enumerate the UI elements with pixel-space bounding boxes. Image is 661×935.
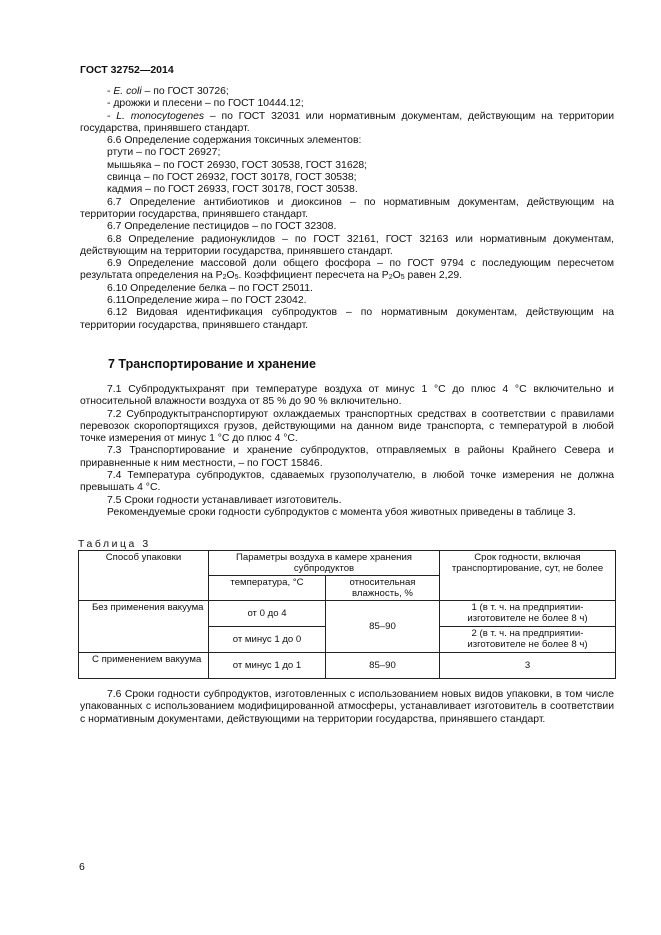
subscript: 2 [388, 274, 393, 282]
paragraph-6-7: 6.7 Определение антибиотиков и диоксинов – по нормативным документам, действующим на территории государства, принявшего стандарт. [80, 196, 614, 220]
list-prefix: - [107, 86, 114, 97]
text: . Коэффициент пересчета на P [238, 270, 389, 282]
paragraph-7-5-recommended: Рекомендуемые сроки годности субпродуктов с момента убоя животных приведены в таблице 3. [107, 506, 576, 518]
line-lead: свинца – по ГОСТ 26932, ГОСТ 30178, ГОСТ 30538; [107, 172, 357, 184]
section-7-body [80, 384, 614, 519]
section-6-continuation [80, 86, 614, 332]
list-item-ecoli [80, 86, 614, 98]
header-packaging: Способ упаковки [79, 551, 209, 601]
paragraph-7-2: 7.2 Субпродуктытранспортируют охлаждаемых транспортных средствах в соответствии с правилами перевозок скоропортящихся грузов, действующими на данном виде транспорта, с температурой в любой точке измерения от минус 1 °С до плюс 4 °С. [80, 408, 614, 445]
header-temperature: температура, °С [209, 576, 326, 601]
cell-humidity: 85–90 [326, 601, 440, 653]
section-7-title: 7 Транспортирование и хранение [108, 357, 316, 371]
paragraph-6-7-pesticides: 6.7 Определение пестицидов – по ГОСТ 32308. [107, 221, 337, 233]
line-arsenic: мышьяка – по ГОСТ 26930, ГОСТ 30538, ГОСТ 31628; [107, 159, 368, 171]
header-air-params: Параметры воздуха в камере хранения субпродуктов [209, 551, 440, 576]
paragraph-6-11: 6.11Определение жира – по ГОСТ 23042. [107, 295, 307, 307]
page-number: 6 [79, 861, 85, 873]
list-text: - дрожжи и плесени – по ГОСТ 10444.12; [107, 98, 304, 110]
organism-name: E. coli [113, 86, 142, 97]
cell-packaging: Без применения вакуума [79, 601, 209, 653]
header-humidity: относительная влажность, % [326, 576, 440, 601]
list-text: – по ГОСТ 32031 или нормативным документам, действующим на территории государства, принявшего стандарт. [80, 110, 614, 134]
cell-shelf-life: 2 (в т. ч. на предприятии-изготовителе не более 8 ч) [440, 627, 616, 653]
cell-shelf-life: 1 (в т. ч. на предприятии-изготовителе не более 8 ч) [440, 601, 616, 627]
cell-packaging: С применением вакуума [79, 653, 209, 679]
cell-temperature: от минус 1 до 0 [209, 627, 326, 653]
list-item-listeria [80, 111, 614, 136]
table-row [79, 653, 616, 679]
paragraph-7-4: 7.4 Температура субпродуктов, сдаваемых грузополучателю, в любой точке измерения не должна превышать 4 °С. [80, 470, 614, 494]
text: равен 2,29. [404, 270, 463, 282]
list-text: – по ГОСТ 30726; [141, 86, 229, 97]
header-shelf-life: Срок годности, включая транспортирование, сут, не более [440, 551, 616, 601]
organism-name: L. monocytogenes [116, 110, 205, 122]
text: O [226, 270, 235, 282]
cell-temperature: от 0 до 4 [209, 601, 326, 627]
paragraph-6-8: 6.8 Определение радионуклидов – по ГОСТ 32161, ГОСТ 32163 или нормативным документам, действующим на территории государства, принявшего стандарт. [80, 233, 614, 257]
paragraph-6-9 [80, 258, 614, 283]
document-header: ГОСТ 32752—2014 [80, 64, 174, 76]
paragraph-7-3: 7.3 Транспортирование и хранение субпродуктов, отправляемых в районы Крайнего Севера и приравненные к ним местности, – по ГОСТ 15846. [80, 445, 614, 469]
table-row [79, 601, 616, 627]
paragraph-6-10: 6.10 Определение белка – по ГОСТ 25011. [107, 282, 313, 294]
text: O [392, 270, 401, 282]
subscript: 5 [400, 274, 405, 282]
line-mercury: ртути – по ГОСТ 26927; [107, 147, 221, 159]
text: 6.9 Определение массовой доли общего фосфора – по ГОСТ 9794 с последующим пересчетом результата определения на P [80, 258, 614, 282]
cell-shelf-life: 3 [440, 653, 616, 679]
cell-temperature: от минус 1 до 1 [209, 653, 326, 679]
paragraph-7-1: 7.1 Субпродуктыхранят при температуре воздуха от минус 1 °С до плюс 4 °С включительно и относительной влажности воздуха от 85 % до 90 % включительно. [80, 384, 614, 408]
paragraph-6-12: 6.12 Видовая идентификация субпродуктов – по нормативным документам, действующим на территории государства, принявшего стандарт. [80, 307, 614, 331]
table-header-row [79, 551, 616, 576]
subscript: 5 [234, 274, 239, 282]
paragraph-7-5: 7.5 Сроки годности устанавливает изготовитель. [107, 494, 342, 506]
subscript: 2 [222, 274, 227, 282]
line-cadmium: кадмия – по ГОСТ 26933, ГОСТ 30178, ГОСТ 30538. [107, 184, 358, 196]
paragraph-7-6-block [80, 689, 614, 726]
cell-humidity: 85–90 [326, 653, 440, 679]
paragraph-6-6: 6.6 Определение содержания токсичных элементов: [107, 135, 362, 147]
table-3 [78, 550, 616, 679]
list-prefix: - [107, 110, 117, 122]
list-item-yeast [80, 98, 614, 110]
table-caption: Таблица 3 [78, 539, 151, 550]
paragraph-7-6: 7.6 Сроки годности субпродуктов, изготовленных с использованием новых видов упаковки, в том числе упакованных с использованием модифицированной атмосферы, устанавливает изготовитель в соответствии с нормативным документами, действующими на территории государства, принявшего стандарт. [80, 689, 614, 725]
